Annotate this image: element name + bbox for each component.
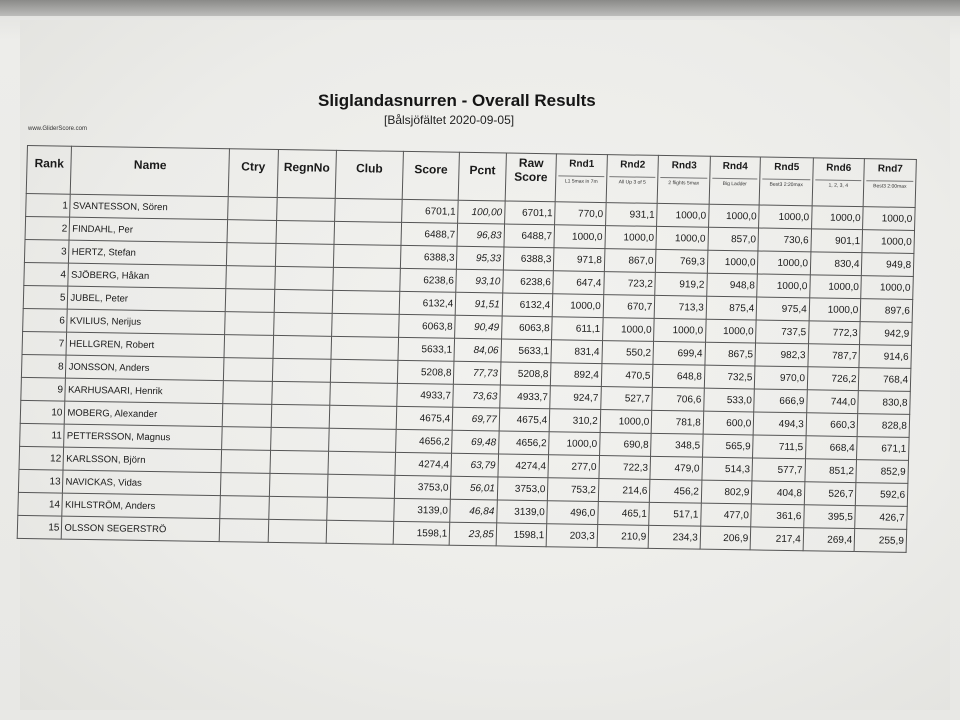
rnd4-cell: 867,5 <box>705 342 756 366</box>
ctry-cell <box>228 197 277 221</box>
rnd4-cell: 1000,0 <box>708 204 759 228</box>
ctry-cell <box>223 358 272 382</box>
rnd6-cell: 526,7 <box>804 482 856 506</box>
rnd6-label: Rnd6 <box>826 162 852 174</box>
name-cell: HERTZ, Stefan <box>69 240 227 265</box>
page-subtitle: [Bålsjöfältet 2020-09-05] <box>384 113 515 127</box>
name-cell: MOBERG, Alexander <box>65 401 223 426</box>
rnd5-cell: 737,5 <box>756 320 809 344</box>
rnd7-cell: 768,4 <box>859 368 911 392</box>
club-cell <box>328 451 395 475</box>
rnd6-cell: 726,2 <box>807 367 859 391</box>
rnd3-cell: 234,3 <box>648 525 700 549</box>
club-cell <box>332 313 399 337</box>
rank-cell: 1 <box>26 193 71 217</box>
rnd4-cell: 802,9 <box>701 480 752 504</box>
rnd1-cell: 203,3 <box>546 524 597 548</box>
rnd5-cell: 970,0 <box>755 366 808 390</box>
rnd5-cell: 1000,0 <box>757 274 810 298</box>
raw-score-cell: 3753,0 <box>497 477 548 501</box>
name-cell: PETTERSSON, Magnus <box>64 424 222 449</box>
rnd3-cell: 648,8 <box>653 364 705 388</box>
col-score: Score <box>402 151 460 200</box>
col-name: Name <box>71 146 230 196</box>
name-cell: OLSSON SEGERSTRÖ <box>62 516 220 541</box>
rank-cell: 9 <box>21 377 66 401</box>
ctry-cell <box>224 335 273 359</box>
rank-cell: 3 <box>24 239 69 263</box>
regnno-cell <box>274 266 333 290</box>
raw-score-cell: 6132,4 <box>502 293 553 317</box>
pcnt-cell: 84,06 <box>454 338 501 362</box>
ctry-cell <box>223 381 272 405</box>
rnd2-cell: 723,2 <box>604 272 656 296</box>
col-rnd7 <box>864 159 917 208</box>
rnd5-cell: 975,4 <box>756 297 809 321</box>
rnd5-cell: 666,9 <box>754 389 807 413</box>
raw-score-cell: 5633,1 <box>501 339 552 363</box>
rnd1-cell: 647,4 <box>553 271 604 295</box>
rnd5-cell: 982,3 <box>755 343 808 367</box>
rnd1-label: Rnd1 <box>569 158 595 170</box>
raw-score-cell: 6388,3 <box>503 247 554 271</box>
rnd6-cell: 1000,0 <box>811 206 863 230</box>
name-cell: SVANTESSON, Sören <box>70 194 228 219</box>
pcnt-cell: 23,85 <box>449 522 496 546</box>
score-cell: 6488,7 <box>401 222 458 246</box>
col-regnno: RegnNo <box>277 149 337 198</box>
club-cell <box>332 290 399 314</box>
rnd3-cell: 699,4 <box>653 341 705 365</box>
rank-cell: 14 <box>18 492 63 516</box>
rnd7-cell: 255,9 <box>854 529 906 553</box>
club-cell <box>333 267 400 291</box>
rnd6-cell: 772,3 <box>808 321 860 345</box>
rnd1-task: L1 5max in 7m <box>558 175 604 185</box>
rnd7-cell: 897,6 <box>860 299 912 323</box>
rnd3-cell: 713,3 <box>654 295 706 319</box>
score-cell: 6063,8 <box>398 314 455 338</box>
rank-cell: 6 <box>23 308 68 332</box>
col-rnd4 <box>709 156 761 205</box>
rank-cell: 12 <box>19 446 64 470</box>
rank-cell: 2 <box>25 216 70 240</box>
rank-cell: 7 <box>22 331 67 355</box>
rnd3-cell: 479,0 <box>650 456 702 480</box>
rnd1-cell: 1000,0 <box>549 432 600 456</box>
rnd4-label: Rnd4 <box>722 160 748 173</box>
rnd4-cell: 565,9 <box>702 434 753 458</box>
rnd4-cell: 732,5 <box>704 365 755 389</box>
score-cell: 6701,1 <box>401 199 458 223</box>
rnd2-cell: 210,9 <box>597 525 649 549</box>
rnd5-cell: 404,8 <box>752 481 805 505</box>
rnd6-cell: 1000,0 <box>810 275 862 299</box>
rnd3-cell: 1000,0 <box>656 226 708 250</box>
pcnt-cell: 100,00 <box>458 200 505 224</box>
regnno-cell <box>270 427 329 451</box>
col-raw-score: Raw Score <box>505 153 557 202</box>
pcnt-cell: 56,01 <box>451 476 498 500</box>
col-rank: Rank <box>26 146 72 195</box>
rnd5-cell: 730,6 <box>758 228 811 252</box>
regnno-cell <box>268 496 327 520</box>
rnd6-cell: 1000,0 <box>809 298 861 322</box>
rank-cell: 4 <box>24 262 69 286</box>
col-pcnt: Pcnt <box>459 152 507 201</box>
raw-score-cell: 6701,1 <box>504 201 555 225</box>
raw-score-cell: 4675,4 <box>499 408 550 432</box>
regnno-cell <box>275 243 334 267</box>
rnd5-cell: 361,6 <box>751 504 804 528</box>
rnd7-cell: 1000,0 <box>862 230 914 254</box>
rnd5-cell: 577,7 <box>752 458 805 482</box>
rnd1-cell: 1000,0 <box>554 225 605 249</box>
rnd5-cell: 1000,0 <box>758 251 811 275</box>
rnd7-cell: 949,8 <box>862 253 914 277</box>
ctry-cell <box>225 289 274 313</box>
rnd3-cell: 706,6 <box>652 387 704 411</box>
rnd6-cell: 269,4 <box>803 528 855 552</box>
rnd2-cell: 670,7 <box>603 295 655 319</box>
rnd4-cell: 514,3 <box>702 457 753 481</box>
raw-score-cell: 4933,7 <box>500 385 551 409</box>
results-table <box>17 145 917 553</box>
regnno-cell <box>274 289 333 313</box>
rnd3-label: Rnd3 <box>671 160 697 172</box>
pcnt-cell: 69,48 <box>452 430 499 454</box>
club-cell <box>335 198 402 222</box>
name-cell: JUBEL, Peter <box>68 286 226 311</box>
pcnt-cell: 63,79 <box>451 453 498 477</box>
name-cell: SJÖBERG, Håkan <box>68 263 226 288</box>
name-cell: HELLGREN, Robert <box>66 332 224 357</box>
rnd1-cell: 924,7 <box>550 386 601 410</box>
pcnt-cell: 69,77 <box>452 407 499 431</box>
rnd1-cell: 770,0 <box>555 202 606 226</box>
rnd6-cell: 668,4 <box>805 436 857 460</box>
rnd1-cell: 496,0 <box>547 501 598 525</box>
col-rnd1 <box>555 154 607 203</box>
rnd6-task: 1, 2, 3, 4 <box>815 179 862 189</box>
rnd5-cell: 1000,0 <box>759 205 812 229</box>
site-url: www.GliderScore.com <box>28 126 88 132</box>
club-cell <box>330 382 397 406</box>
club-cell <box>334 221 401 245</box>
ctry-cell <box>222 404 271 428</box>
rnd2-cell: 690,8 <box>599 433 651 457</box>
pcnt-cell: 77,73 <box>454 361 501 385</box>
score-cell: 4656,2 <box>395 429 452 453</box>
raw-score-cell: 4656,2 <box>498 431 549 455</box>
rnd2-cell: 1000,0 <box>605 226 657 250</box>
rnd5-label: Rnd5 <box>774 161 800 174</box>
rnd6-cell: 851,2 <box>805 459 857 483</box>
rnd7-cell: 671,1 <box>857 437 909 461</box>
name-cell: KARLSSON, Björn <box>63 447 221 472</box>
rnd2-cell: 867,0 <box>604 249 656 273</box>
club-cell <box>333 244 400 268</box>
club-cell <box>327 497 394 521</box>
ctry-cell <box>226 243 275 267</box>
score-cell: 3753,0 <box>394 475 451 499</box>
raw-score-cell: 5208,8 <box>500 362 551 386</box>
rnd1-cell: 277,0 <box>548 455 599 479</box>
rnd6-cell: 901,1 <box>811 229 863 253</box>
regnno-cell <box>271 404 330 428</box>
ctry-cell <box>227 220 276 244</box>
regnno-cell <box>273 335 332 359</box>
rnd7-cell: 830,8 <box>858 391 910 415</box>
rnd7-cell: 592,6 <box>856 483 908 507</box>
rnd4-task: Big Ladder <box>712 178 758 188</box>
rnd1-cell: 753,2 <box>548 478 599 502</box>
regnno-cell <box>272 358 331 382</box>
regnno-cell <box>269 450 328 474</box>
rnd5-task: Best3 2:20max <box>762 179 810 189</box>
monitor-bezel <box>0 0 960 16</box>
col-ctry: Ctry <box>228 149 278 198</box>
ctry-cell <box>226 266 275 290</box>
rnd2-cell: 470,5 <box>601 364 653 388</box>
rnd1-cell: 1000,0 <box>552 294 603 318</box>
rnd4-cell: 533,0 <box>704 388 755 412</box>
rnd4-cell: 875,4 <box>706 296 757 320</box>
regnno-cell <box>273 312 332 336</box>
col-rnd3 <box>657 155 710 204</box>
rnd2-cell: 465,1 <box>598 502 650 526</box>
rnd3-cell: 919,2 <box>655 272 707 296</box>
rnd2-label: Rnd2 <box>620 159 646 171</box>
rnd4-cell: 206,9 <box>700 526 751 550</box>
rnd4-cell: 948,8 <box>707 273 758 297</box>
rnd7-cell: 852,9 <box>856 460 908 484</box>
rnd7-label: Rnd7 <box>877 163 903 175</box>
rnd4-cell: 1000,0 <box>705 319 756 343</box>
results-body <box>17 193 915 552</box>
club-cell <box>330 359 397 383</box>
rnd6-cell: 744,0 <box>807 390 859 414</box>
rnd7-cell: 914,6 <box>859 345 911 369</box>
club-cell <box>327 474 394 498</box>
rnd4-cell: 477,0 <box>701 503 752 527</box>
rank-cell: 13 <box>18 469 63 493</box>
rank-cell: 8 <box>21 354 66 378</box>
score-cell: 3139,0 <box>394 498 451 522</box>
page-title: Sliglandasnurren - Overall Results <box>318 91 596 110</box>
col-rnd2 <box>606 155 659 204</box>
ctry-cell <box>220 496 269 520</box>
rnd2-cell: 1000,0 <box>600 410 652 434</box>
rnd4-cell: 600,0 <box>703 411 754 435</box>
rnd7-cell: 1000,0 <box>861 276 913 300</box>
raw-score-cell: 6238,6 <box>503 270 554 294</box>
rnd2-task: All Up 3 of 5 <box>609 176 656 186</box>
name-cell: KARHUSAARI, Henrik <box>65 378 223 403</box>
regnno-cell <box>268 519 327 543</box>
club-cell <box>329 405 396 429</box>
rnd7-cell: 1000,0 <box>863 207 915 231</box>
rank-cell: 15 <box>17 515 62 539</box>
rnd3-cell: 517,1 <box>649 502 701 526</box>
club-cell <box>326 520 393 544</box>
score-cell: 4675,4 <box>396 406 453 430</box>
rank-cell: 11 <box>20 423 65 447</box>
rnd1-cell: 310,2 <box>549 409 600 433</box>
raw-score-cell: 4274,4 <box>498 454 549 478</box>
rnd2-cell: 931,1 <box>605 203 657 227</box>
rnd1-cell: 971,8 <box>554 248 605 272</box>
rnd2-cell: 214,6 <box>598 479 650 503</box>
rnd5-cell: 494,3 <box>753 412 806 436</box>
pcnt-cell: 95,33 <box>457 246 504 270</box>
score-cell: 6132,4 <box>399 291 456 315</box>
rnd2-cell: 527,7 <box>601 387 653 411</box>
raw-score-cell: 6063,8 <box>501 316 552 340</box>
score-cell: 6388,3 <box>400 245 457 269</box>
rnd7-cell: 942,9 <box>860 322 912 346</box>
name-cell: JONSSON, Anders <box>66 355 224 380</box>
rnd3-cell: 348,5 <box>651 433 703 457</box>
rnd3-cell: 456,2 <box>650 479 702 503</box>
club-cell <box>329 428 396 452</box>
name-cell: FINDAHL, Per <box>69 217 227 242</box>
rnd6-cell: 660,3 <box>806 413 858 437</box>
ctry-cell <box>220 473 269 497</box>
raw-score-cell: 3139,0 <box>497 500 548 524</box>
ctry-cell <box>221 450 270 474</box>
pcnt-cell: 91,51 <box>455 292 502 316</box>
rnd1-cell: 892,4 <box>551 363 602 387</box>
rnd7-cell: 426,7 <box>855 506 907 530</box>
rnd6-cell: 787,7 <box>808 344 860 368</box>
pcnt-cell: 90,49 <box>455 315 502 339</box>
regnno-cell <box>271 381 330 405</box>
rnd4-cell: 857,0 <box>708 227 759 251</box>
rnd7-task: Best3 2:00max <box>866 180 913 190</box>
rnd1-cell: 831,4 <box>551 340 602 364</box>
pcnt-cell: 93,10 <box>456 269 503 293</box>
pcnt-cell: 73,63 <box>453 384 500 408</box>
rnd5-cell: 711,5 <box>753 435 806 459</box>
rnd2-cell: 722,3 <box>599 456 651 480</box>
rnd3-cell: 1000,0 <box>657 203 709 227</box>
name-cell: KIHLSTRÖM, Anders <box>62 493 220 518</box>
col-rnd6 <box>812 158 865 207</box>
pcnt-cell: 96,83 <box>457 223 504 247</box>
ctry-cell <box>225 312 274 336</box>
score-cell: 4933,7 <box>397 383 454 407</box>
rnd4-cell: 1000,0 <box>707 250 758 274</box>
rnd1-cell: 611,1 <box>552 317 603 341</box>
regnno-cell <box>276 197 335 221</box>
rnd3-cell: 781,8 <box>651 410 703 434</box>
rnd3-cell: 1000,0 <box>654 318 706 342</box>
score-cell: 1598,1 <box>393 521 450 545</box>
regnno-cell <box>269 473 328 497</box>
col-rnd5 <box>759 157 813 206</box>
col-club: Club <box>335 150 403 199</box>
name-cell: NAVICKAS, Vidas <box>63 470 221 495</box>
name-cell: KVILIUS, Nerijus <box>67 309 225 334</box>
score-cell: 5633,1 <box>398 337 455 361</box>
rank-cell: 5 <box>23 285 68 309</box>
score-cell: 4274,4 <box>395 452 452 476</box>
rnd6-cell: 830,4 <box>810 252 862 276</box>
rnd3-task: 2 flights 5max <box>660 177 707 187</box>
raw-score-cell: 1598,1 <box>496 523 547 547</box>
rnd2-cell: 550,2 <box>602 341 654 365</box>
pcnt-cell: 46,84 <box>450 499 497 523</box>
rank-cell: 10 <box>20 400 65 424</box>
score-cell: 5208,8 <box>397 360 454 384</box>
score-cell: 6238,6 <box>400 268 457 292</box>
rnd3-cell: 769,3 <box>656 249 708 273</box>
club-cell <box>331 336 398 360</box>
raw-score-cell: 6488,7 <box>504 224 555 248</box>
ctry-cell <box>219 519 268 543</box>
rnd2-cell: 1000,0 <box>602 318 654 342</box>
regnno-cell <box>276 220 335 244</box>
rnd6-cell: 395,5 <box>804 505 856 529</box>
ctry-cell <box>222 427 271 451</box>
rnd7-cell: 828,8 <box>857 414 909 438</box>
rnd5-cell: 217,4 <box>750 527 803 551</box>
